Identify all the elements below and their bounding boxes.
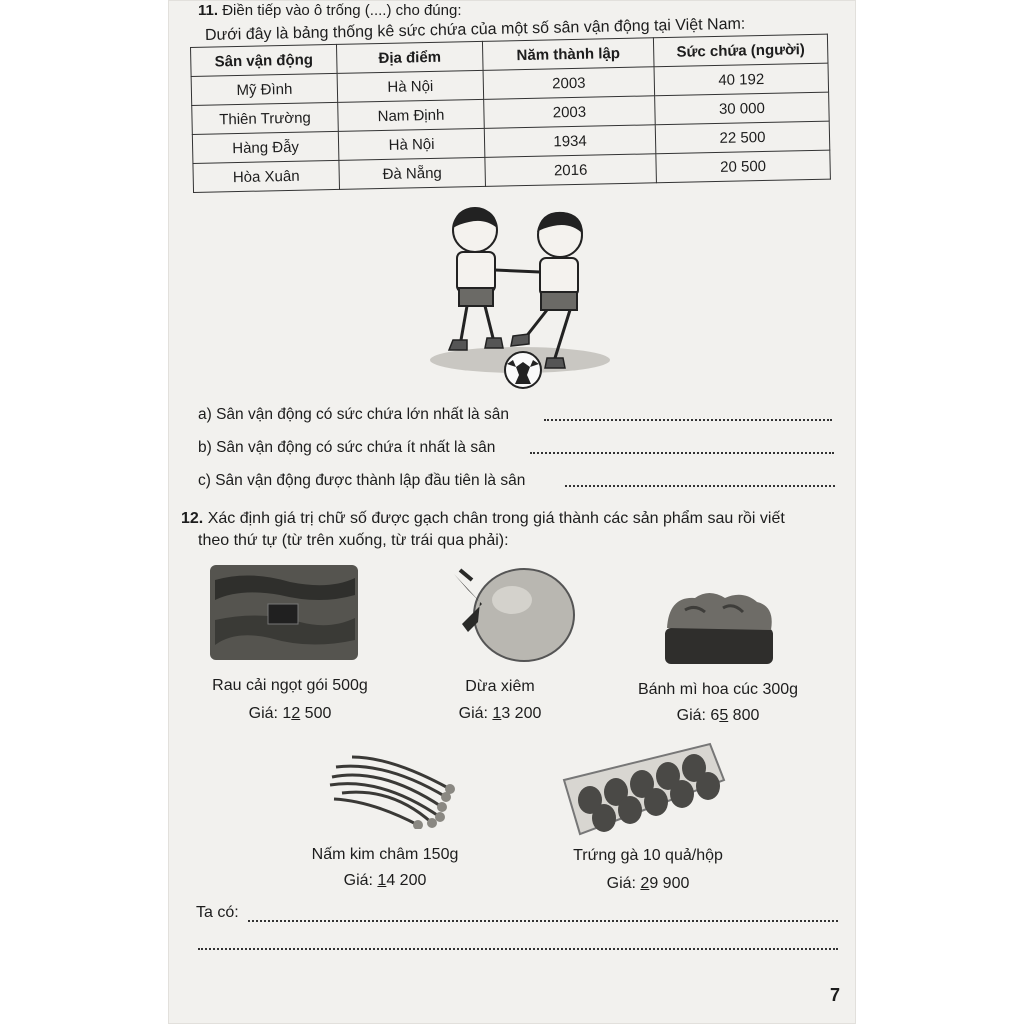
table-cell: Hòa Xuân — [193, 160, 340, 192]
table-header: Năm thành lập — [482, 38, 654, 71]
table-cell: 2003 — [484, 96, 656, 129]
question-b: b) Sân vận động có sức chứa ít nhất là sân — [198, 439, 496, 456]
product-price: Giá: 14 200 — [343, 872, 427, 889]
page-number: 7 — [830, 985, 841, 1005]
coconut-image — [450, 560, 576, 665]
egg-carton-image — [560, 740, 728, 838]
table-header: Sức chứa (người) — [653, 34, 828, 67]
exercise-12-title: 12. Xác định giá trị chữ số được gạch chân trong giá thành các sản phẩm sau rồi viết — [181, 510, 785, 527]
product-name: Bánh mì hoa cúc 300g — [637, 681, 799, 698]
table-cell: Thiên Trường — [192, 102, 339, 134]
exercise-11-intro: Dưới đây là bảng thống kê sức chứa của một số sân vận động tại Việt Nam: — [204, 15, 746, 44]
answer-label: Ta có: — [196, 904, 239, 921]
table-cell: 22 500 — [655, 121, 830, 154]
table-cell: 30 000 — [655, 92, 830, 125]
table-cell: 20 500 — [656, 150, 831, 183]
table-cell: Hà Nội — [337, 70, 484, 102]
product-price: Giá: 65 800 — [676, 707, 760, 724]
table-cell: 2003 — [483, 67, 655, 100]
answer-line-a[interactable] — [544, 419, 832, 421]
table-cell: Đà Nẵng — [339, 157, 486, 189]
product-name: Rau cải ngọt gói 500g — [212, 677, 368, 694]
brioche-bread-image — [665, 588, 775, 666]
product-price: Giá: 13 200 — [458, 705, 542, 722]
table-header: Sân vận động — [191, 44, 338, 76]
table-cell: 40 192 — [654, 63, 829, 96]
table-header: Địa điểm — [336, 41, 483, 73]
answer-line-12-2[interactable] — [198, 948, 838, 950]
table-cell: Hà Nội — [338, 128, 485, 160]
table-cell: Hàng Đẫy — [192, 131, 339, 163]
stadium-table — [190, 34, 831, 193]
answer-line-b[interactable] — [530, 452, 834, 454]
table-cell: 1934 — [484, 125, 656, 158]
table-cell: Mỹ Đình — [191, 73, 338, 105]
exercise-12-title-line2: theo thứ tự (từ trên xuống, từ trái qua phải): — [198, 532, 509, 549]
product-price: Giá: 29 900 — [606, 875, 690, 892]
exercise-11-title: 11. Điền tiếp vào ô trống (....) cho đúng: — [198, 2, 462, 19]
answer-line-12-1[interactable] — [248, 920, 838, 922]
question-a: a) Sân vận động có sức chứa lớn nhất là sân — [198, 406, 509, 423]
question-c: c) Sân vận động được thành lập đầu tiên là sân — [198, 472, 526, 489]
bok-choy-image — [210, 560, 360, 665]
enoki-mushroom-image — [322, 737, 457, 829]
boys-playing-football-illustration — [425, 200, 615, 395]
product-name: Nấm kim châm 150g — [311, 846, 459, 863]
table-cell: 2016 — [485, 154, 657, 187]
product-price: Giá: 12 500 — [248, 705, 332, 722]
product-name: Trứng gà 10 quả/hộp — [573, 847, 723, 864]
answer-line-c[interactable] — [565, 485, 835, 487]
table-cell: Nam Định — [338, 99, 485, 131]
product-name: Dừa xiêm — [465, 678, 535, 695]
